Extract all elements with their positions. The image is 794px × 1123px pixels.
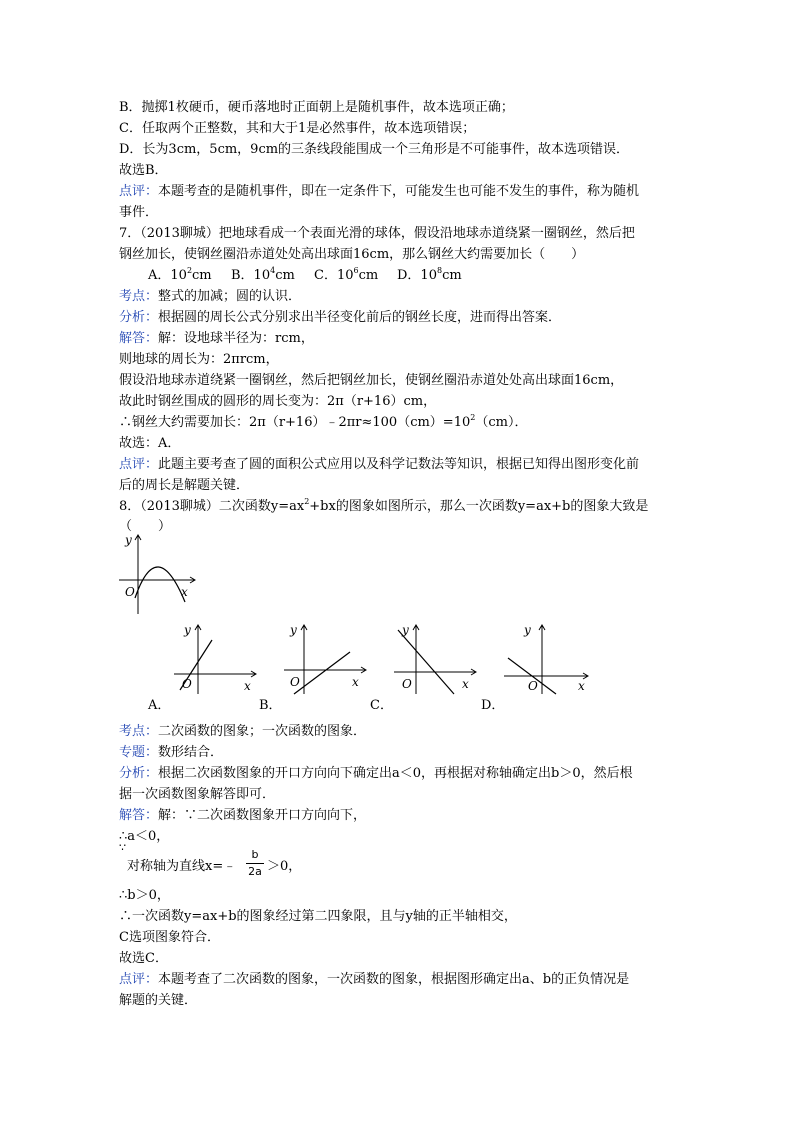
parabola-x-axis xyxy=(119,577,195,583)
fraction-denominator: 2a xyxy=(248,865,262,878)
origin-label: O xyxy=(290,675,300,689)
analysis-tag: 分析： xyxy=(119,310,159,325)
choice-a-graph xyxy=(172,620,260,696)
q7-option-a: A．$10^2cm$ xyxy=(148,266,212,283)
point-tag: 考点： xyxy=(119,724,159,739)
q8-axis-pre: 对称轴为直线x=﹣ xyxy=(127,859,237,874)
q7-option-d: D．$10^8cm$ xyxy=(397,266,462,283)
fraction-b-over-2a xyxy=(246,848,264,879)
x-label: x xyxy=(578,679,585,693)
line-comment-6 xyxy=(119,181,639,202)
choice-c-graph xyxy=(392,620,480,696)
line-answer-6: 故选B． xyxy=(119,163,168,178)
y-label: y xyxy=(184,623,191,637)
q7-comment-cont: 后的周长是解题关键． xyxy=(119,478,250,493)
comment-tag: 点评： xyxy=(119,184,159,199)
origin-label: O xyxy=(402,677,412,691)
x-label: x xyxy=(244,679,251,693)
point-tag: 考点： xyxy=(119,289,159,304)
q8-solution-line-4: ∴b＞0， xyxy=(119,888,170,903)
question-7-title: 7．（2013聊城）把地球看成一个表面光滑的球体，假设沿地球赤道绕紧一圈钢丝，然后把 xyxy=(119,226,635,241)
q8-axis-post: ＞0， xyxy=(267,859,302,874)
parabola-origin-label: O xyxy=(125,585,135,599)
q7-solution: 解答：解：设地球半径为：rcm， xyxy=(119,331,314,346)
line-option-c: C．任取两个正整数，其和大于1是必然事件，故本选项错误； xyxy=(119,121,476,136)
q8-analysis-cont: 据一次函数图象解答即可． xyxy=(119,787,276,802)
q8-comment: 点评：本题考查了二次函数的图象，一次函数的图象，根据图形确定出a、b的正负情况是 xyxy=(119,972,630,987)
q8-solution-line-2: ∴a＜0， xyxy=(119,829,170,844)
because-mark: ∵ xyxy=(119,841,126,854)
line-option-b: B．抛掷1枚硬币，硬币落地时正面朝上是随机事件，故本选项正确； xyxy=(119,100,514,115)
choice-d-graph xyxy=(502,620,592,696)
question-7-title-cont: 钢丝加长，使钢丝圈沿赤道处处高出球面16cm，那么钢丝大约需要加长（ ） xyxy=(119,247,585,262)
comment-text: 本题考查的是随机事件，即在一定条件下，可能发生也可能不发生的事件，称为随机 xyxy=(158,184,640,199)
choice-d-label: D． xyxy=(481,698,505,713)
q8-point: 考点：二次函数的图象；一次函数的图象． xyxy=(119,724,367,739)
q7-option-c: C．$10^6cm$ xyxy=(314,266,379,283)
parabola-y-label: y xyxy=(125,533,132,547)
analysis-tag: 分析： xyxy=(119,766,159,781)
comment-tag: 点评： xyxy=(119,457,159,472)
topic-tag: 专题： xyxy=(119,745,159,760)
x-label: x xyxy=(462,677,469,691)
q8-analysis: 分析：根据二次函数图象的开口方向向下确定出a＜0，再根据对称轴确定出b＞0，然后根 xyxy=(119,766,633,781)
x-label: x xyxy=(352,675,359,689)
q7-solution-line-3: 假设沿地球赤道绕紧一圈钢丝，然后把钢丝加长，使钢丝圈沿赤道处处高出球面16cm， xyxy=(119,373,624,388)
q7-analysis: 分析：根据圆的周长公式分别求出半径变化前后的钢丝长度，进而得出答案． xyxy=(119,310,562,325)
parabola-curve xyxy=(135,567,185,602)
q7-answer: 故选：A． xyxy=(119,436,181,451)
q7-solution-line-5: ∴钢丝大约需要加长：$2\pi(r+16)﹣2\pi r\approx 100(cm)=10^2(cm)$． xyxy=(119,413,528,430)
y-label: y xyxy=(524,623,531,637)
q7-solution-line-2: 则地球的周长为：2πrcm， xyxy=(119,352,279,367)
parabola-x-label: x xyxy=(181,585,188,599)
q7-comment: 点评：此题主要考查了圆的面积公式应用以及科学记数法等知识，根据已知得出图形变化前 xyxy=(119,457,640,472)
question-8-title-cont: （ ） xyxy=(119,519,172,534)
q8-topic: 专题：数形结合． xyxy=(119,745,224,760)
q8-solution-line-5: ∴一次函数y=ax+b的图象经过第二四象限，且与y轴的正半轴相交， xyxy=(119,909,517,924)
choice-b-label: B． xyxy=(259,698,282,713)
q7-solution-line-4: 故此时钢丝围成的圆形的周长变为：2π（r+16）cm， xyxy=(119,394,437,409)
q8-answer: 故选C． xyxy=(119,951,168,966)
q7-point: 考点：整式的加减；圆的认识． xyxy=(119,289,302,304)
q8-solution-line-6: C选项图象符合． xyxy=(119,930,220,945)
origin-label: O xyxy=(182,677,192,691)
line-comment-6-cont: 事件． xyxy=(119,205,159,220)
parabola-y-axis xyxy=(135,535,141,614)
q8-comment-cont: 解题的关键． xyxy=(119,993,198,1008)
fraction-numerator: b xyxy=(251,848,259,861)
y-label: y xyxy=(402,623,409,637)
q7-option-b: B．$10^4cm$ xyxy=(231,266,295,283)
q8-solution: 解答：解：∵二次函数图象开口方向向下， xyxy=(119,808,367,823)
choice-b-graph xyxy=(282,620,370,696)
origin-label: O xyxy=(528,679,538,693)
line-graph xyxy=(294,652,350,694)
choice-c-label: C． xyxy=(370,698,393,713)
comment-tag: 点评： xyxy=(119,972,159,987)
parabola-graph xyxy=(117,532,197,616)
choice-a-label: A． xyxy=(148,698,171,713)
solution-tag: 解答： xyxy=(119,331,159,346)
solution-tag: 解答： xyxy=(119,808,159,823)
y-label: y xyxy=(290,623,297,637)
fraction-bar xyxy=(246,863,264,864)
line-option-d: D．长为3cm，5cm，9cm的三条线段能围成一个三角形是不可能事件，故本选项错误． xyxy=(119,142,630,157)
question-8-title: 8．（2013聊城）二次函数$y=ax^2+bx$的图象如图所示，那么一次函数y=ax+b的图象大致是 xyxy=(119,497,649,514)
